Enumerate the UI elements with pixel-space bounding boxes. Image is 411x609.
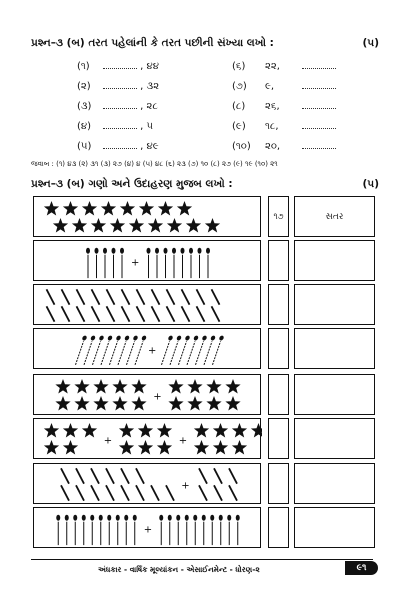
item-value: , ૩૨ [137, 81, 160, 92]
item-value: , ૫ [137, 121, 154, 132]
star-icon [112, 379, 127, 393]
star-icon [131, 396, 146, 410]
slash-stroke [107, 289, 115, 304]
plus-sign: + [153, 391, 162, 403]
slash-stroke [62, 289, 70, 304]
star-icon [131, 379, 146, 393]
star-icon [232, 440, 247, 454]
slash-stroke [61, 485, 69, 500]
plus-sign: + [148, 345, 157, 357]
picture-svg [34, 285, 262, 326]
star-icon [44, 423, 59, 437]
matchstick-icon [210, 515, 214, 545]
star-icon [110, 218, 125, 232]
slash-stroke [229, 468, 237, 483]
item-value: , ૪૪ [137, 61, 159, 72]
answer-blank[interactable] [302, 60, 336, 69]
matchstick-icon [236, 515, 240, 545]
matchstick-icon [159, 515, 163, 545]
left-item [77, 120, 153, 132]
slash-stroke [136, 485, 144, 500]
matchstick-icon [116, 515, 120, 545]
star-icon [206, 379, 221, 393]
right-item [232, 60, 336, 72]
star-icon [194, 423, 209, 437]
word-answer-box[interactable] [294, 507, 375, 548]
picture-svg [34, 508, 262, 549]
matchstick-icon [202, 515, 206, 545]
item-number: (૪) [77, 121, 92, 132]
matchstick-icon [86, 248, 90, 278]
matchstick-icon [112, 248, 116, 278]
star-icon [44, 440, 59, 454]
item-number: (૧૦) [232, 141, 251, 152]
word-answer-box[interactable] [294, 240, 375, 281]
picture-cell [33, 507, 261, 548]
slash-stroke [214, 485, 222, 500]
matchstick-icon [56, 515, 60, 545]
picture-svg [34, 329, 262, 370]
star-icon [63, 201, 78, 215]
matchstick-icon [107, 515, 111, 545]
answer-blank[interactable] [302, 80, 336, 89]
slash-stroke [92, 289, 100, 304]
star-icon [112, 396, 127, 410]
matchstick-icon [133, 515, 137, 545]
star-icon [148, 218, 163, 232]
item-number: (૬) [232, 61, 246, 72]
star-icon [119, 423, 134, 437]
section2-marks: (૫) [362, 178, 379, 190]
item-value: , ૨૮ [137, 101, 158, 112]
answer-key: જવાબ : (૧) ૪૩ (૨) ૩૧ (૩) ૨૭ (૪) ૪ (૫) ૪૮ (૬) ૨૩ (૭) ૧૦ (૮) ૨૭ (૯) ૧૯ (૧૦) ૨૧ [31, 160, 278, 168]
plus-sign: + [131, 257, 140, 269]
picture-cell [33, 463, 261, 504]
section1-marks: (૫) [362, 37, 379, 49]
slash-stroke [91, 485, 99, 500]
matchstick-icon [227, 515, 231, 545]
number-answer-box[interactable] [268, 374, 289, 415]
slash-stroke [182, 306, 190, 321]
number-answer-box[interactable] [268, 507, 289, 548]
number-answer-box[interactable] [268, 418, 289, 459]
number-answer-box[interactable] [268, 463, 289, 504]
slash-stroke [62, 306, 70, 321]
star-icon [139, 201, 154, 215]
matchstick-icon [103, 248, 107, 278]
matchstick-icon [124, 515, 128, 545]
left-item [77, 100, 158, 112]
matchstick-icon [147, 248, 151, 278]
star-icon [120, 201, 135, 215]
slash-stroke [47, 289, 55, 304]
slash-stroke [136, 468, 144, 483]
star-icon [138, 423, 153, 437]
slash-stroke [91, 468, 99, 483]
plus-sign: + [181, 480, 190, 492]
matchstick-icon [206, 248, 210, 278]
slash-stroke [121, 485, 129, 500]
word-answer-box[interactable] [294, 418, 375, 459]
matchstick-icon [181, 248, 185, 278]
slash-stroke [92, 306, 100, 321]
slash-stroke [212, 306, 220, 321]
slash-stroke [77, 306, 85, 321]
slash-stroke [214, 468, 222, 483]
matchstick-icon [90, 515, 94, 545]
slash-stroke [77, 289, 85, 304]
right-item [232, 80, 336, 92]
answer-blank[interactable] [302, 120, 336, 129]
star-icon [168, 379, 183, 393]
star-icon [168, 396, 183, 410]
slash-stroke [106, 485, 114, 500]
right-item [232, 120, 336, 132]
picture-svg [34, 197, 262, 238]
star-icon [251, 423, 262, 437]
item-number: (૫) [77, 141, 92, 152]
star-icon [129, 218, 144, 232]
number-answer-box[interactable] [268, 328, 289, 369]
star-icon [186, 218, 201, 232]
word-answer-box[interactable] [294, 463, 375, 504]
picture-cell [33, 240, 261, 281]
matchstick-icon [198, 248, 202, 278]
star-icon [177, 201, 192, 215]
slash-stroke [47, 306, 55, 321]
answer-blank[interactable] [302, 140, 336, 149]
page-number-badge: ૯૧ [345, 561, 378, 575]
matchstick-icon [95, 248, 99, 278]
plus-sign: + [103, 435, 113, 447]
number-answer-box[interactable] [268, 284, 289, 325]
matchstick-icon [164, 248, 168, 278]
item-value: ૯, [265, 81, 275, 92]
number-answer-box[interactable]: ૧૭ [268, 196, 289, 237]
answer-blank[interactable] [103, 100, 137, 109]
matchstick-icon [189, 248, 193, 278]
star-icon [63, 440, 78, 454]
star-icon [206, 396, 221, 410]
picture-cell [33, 328, 261, 369]
slash-stroke [212, 289, 220, 304]
left-item [77, 80, 159, 92]
plus-sign: + [143, 524, 153, 536]
left-item [77, 140, 159, 152]
star-icon [167, 218, 182, 232]
slash-stroke [137, 306, 145, 321]
slash-stroke [122, 289, 130, 304]
slash-stroke [197, 306, 205, 321]
matchstick-icon [99, 515, 103, 545]
star-icon [74, 396, 89, 410]
star-icon [157, 423, 172, 437]
item-value: , ૪૯ [137, 141, 159, 152]
star-icon [232, 423, 247, 437]
star-icon [55, 379, 70, 393]
answer-blank[interactable] [103, 140, 137, 149]
item-number: (૮) [232, 101, 246, 112]
star-icon [55, 396, 70, 410]
answer-blank[interactable] [103, 120, 137, 129]
answer-blank[interactable] [103, 80, 137, 89]
star-icon [205, 218, 220, 232]
matchstick-icon [155, 248, 159, 278]
slash-stroke [61, 468, 69, 483]
answer-blank[interactable] [103, 60, 137, 69]
slash-stroke [151, 485, 159, 500]
slash-stroke [199, 468, 207, 483]
matchstick-icon [65, 515, 69, 545]
plus-sign: + [178, 435, 188, 447]
section2-heading: પ્રશ્ન–૩ (બ) ગણો અને ઉદાહરણ મુજબ લખો : [31, 178, 233, 190]
star-icon [225, 379, 240, 393]
word-answer-box[interactable] [294, 374, 375, 415]
left-item [77, 60, 159, 72]
picture-cell [33, 374, 261, 415]
star-icon [213, 423, 228, 437]
slash-stroke [197, 289, 205, 304]
footer-text: અંધકાર - વાર્ષિક મૂલ્યાંકન - એસાઈનમેન્ટ - ધોરણ-૨ [98, 565, 260, 574]
slash-stroke [166, 485, 174, 500]
item-value: ૨૨, [265, 61, 280, 72]
slash-stroke [137, 289, 145, 304]
picture-svg [34, 464, 262, 505]
star-icon [194, 440, 209, 454]
picture-svg [34, 419, 262, 460]
star-icon [82, 423, 97, 437]
slash-stroke [229, 485, 237, 500]
footer-rule [31, 559, 373, 560]
star-icon [213, 440, 228, 454]
star-icon [187, 379, 202, 393]
matchstick-icon [82, 515, 86, 545]
item-value: ૧૮, [265, 121, 279, 132]
star-icon [225, 396, 240, 410]
item-value: ૨૦, [265, 141, 281, 152]
answer-blank[interactable] [302, 100, 336, 109]
word-answer-box[interactable]: સતર [294, 196, 375, 237]
picture-svg [34, 241, 262, 282]
slash-stroke [121, 468, 129, 483]
matchstick-icon [172, 248, 176, 278]
star-icon [119, 440, 134, 454]
slash-stroke [122, 306, 130, 321]
matchstick-icon [168, 515, 172, 545]
matchstick-icon [73, 515, 77, 545]
slash-stroke [106, 468, 114, 483]
picture-cell [33, 284, 261, 325]
picture-svg [34, 375, 262, 416]
slash-stroke [167, 306, 175, 321]
word-answer-box[interactable] [294, 328, 375, 369]
slash-stroke [152, 289, 160, 304]
star-icon [93, 396, 108, 410]
picture-cell [33, 196, 261, 237]
right-item [232, 100, 336, 112]
star-icon [74, 379, 89, 393]
slash-stroke [167, 289, 175, 304]
item-number: (૧) [77, 61, 90, 72]
slash-stroke [76, 485, 84, 500]
star-icon [44, 201, 59, 215]
star-icon [158, 201, 173, 215]
matchstick-icon [185, 515, 189, 545]
matchstick-icon [193, 515, 197, 545]
slash-stroke [182, 289, 190, 304]
star-icon [93, 379, 108, 393]
matchstick-icon [120, 248, 124, 278]
item-number: (૩) [77, 101, 92, 112]
slash-stroke [152, 306, 160, 321]
word-answer-box[interactable] [294, 284, 375, 325]
star-icon [91, 218, 106, 232]
slash-stroke [107, 306, 115, 321]
matchstick-icon [176, 515, 180, 545]
star-icon [82, 201, 97, 215]
number-answer-box[interactable] [268, 240, 289, 281]
star-icon [53, 218, 68, 232]
star-icon [187, 396, 202, 410]
star-icon [101, 201, 116, 215]
slash-stroke [76, 468, 84, 483]
star-icon [72, 218, 87, 232]
matchstick-icon [219, 515, 223, 545]
star-icon [138, 440, 153, 454]
picture-cell [33, 418, 261, 459]
star-icon [63, 423, 78, 437]
section1-heading: પ્રશ્ન–૩ (બ) તરત પહેલાંની કે તરત પછીની સંખ્યા લખો : [31, 37, 274, 49]
right-item [232, 140, 336, 152]
item-number: (૨) [77, 81, 91, 92]
star-icon [157, 440, 172, 454]
item-value: ૨૬, [265, 101, 280, 112]
slash-stroke [199, 485, 207, 500]
item-number: (૯) [232, 121, 246, 132]
item-number: (૭) [232, 81, 247, 92]
